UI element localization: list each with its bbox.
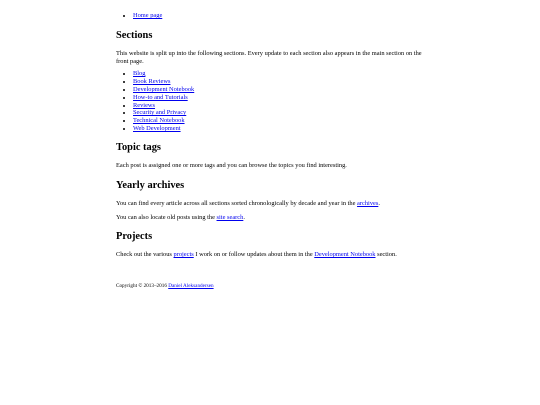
section-link-security-privacy[interactable]: Security and Privacy xyxy=(133,109,187,117)
main-content xyxy=(116,12,424,289)
list-item xyxy=(133,109,424,117)
site-search-text: You can also locate old posts using the xyxy=(116,214,217,222)
section-link-blog[interactable]: Blog xyxy=(133,70,146,78)
home-page-link[interactable]: Home page xyxy=(133,12,163,19)
list-item xyxy=(133,125,424,133)
list-item xyxy=(133,102,424,110)
section-link-reviews[interactable]: Reviews xyxy=(133,101,156,109)
development-notebook-link[interactable]: Development Notebook xyxy=(314,251,376,259)
yearly-archives-heading: Yearly archives xyxy=(116,179,185,191)
copyright-text: Copyright © 2013–2016 xyxy=(116,282,169,289)
projects-text-middle: I work on or follow updates about them in the xyxy=(193,251,315,259)
list-item xyxy=(133,94,424,102)
topic-tags-heading: Topic tags xyxy=(116,141,161,153)
site-search-paragraph xyxy=(116,214,424,222)
projects-text-end: section. xyxy=(375,251,397,259)
sections-intro: This website is split up into the following sections. Every update to each section also appears in the main section on the front page. xyxy=(116,49,422,65)
sections-list xyxy=(116,70,424,132)
topic-tags-text: Each post is assigned one or more tags and you can browse the topics you find interesting. xyxy=(116,161,347,169)
projects-text-start: Check out the various xyxy=(116,251,174,259)
top-nav-item xyxy=(133,12,424,20)
projects-link[interactable]: projects xyxy=(173,251,194,259)
section-link-book-reviews[interactable]: Book Reviews xyxy=(133,78,171,86)
projects-heading: Projects xyxy=(116,231,153,243)
archives-paragraph xyxy=(116,200,424,208)
section-link-web-development[interactable]: Web Development xyxy=(133,124,181,132)
site-search-period: . xyxy=(243,214,245,222)
archives-period: . xyxy=(378,199,380,207)
section-link-how-to[interactable]: How-to and Tutorials xyxy=(133,93,188,101)
projects-paragraph xyxy=(116,251,424,259)
list-item xyxy=(133,78,424,86)
sections-heading: Sections xyxy=(116,29,153,41)
section-link-technical-notebook[interactable]: Technical Notebook xyxy=(133,117,185,125)
list-item xyxy=(133,117,424,125)
footer xyxy=(116,283,424,289)
site-search-link[interactable]: site search xyxy=(216,214,244,222)
top-nav xyxy=(116,12,424,20)
archives-link[interactable]: archives xyxy=(357,199,379,207)
author-link[interactable]: Daniel Aleksandersen xyxy=(168,282,214,289)
archives-text: You can find every article across all sections sorted chronologically by decade and year in the xyxy=(116,199,358,207)
list-item xyxy=(133,86,424,94)
list-item xyxy=(133,70,424,78)
section-link-development-notebook[interactable]: Development Notebook xyxy=(133,85,195,93)
